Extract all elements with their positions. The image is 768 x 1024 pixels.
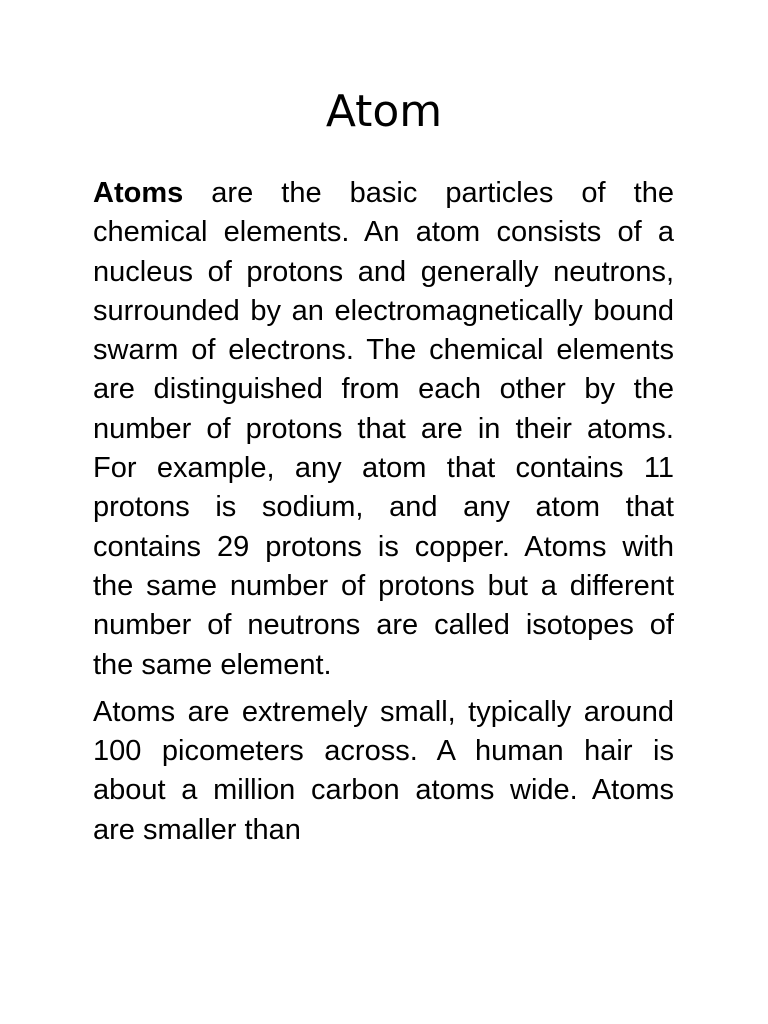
article-body (93, 174, 674, 850)
paragraph-1-text: are the basic particles of the chemical elements. An atom consists of a nucleus of protons and generally neutrons, surrounded by an electromagnetically bound swarm of electrons. The chemical elements are distinguished from each other by the number of protons that are in their atoms. For example, any atom that contains 11 protons is sodium, and any atom that contains 29 protons is copper. Atoms with the same number of protons but a different number of neutrons are called isotopes of the same element. (93, 177, 674, 681)
page-title: Atom (325, 86, 443, 137)
paragraph-2-text: Atoms are extremely small, typically around 100 picometers across. A human hair is about a million carbon atoms wide. Atoms are smaller than (93, 695, 674, 846)
paragraph-1-lead: Atoms (93, 177, 184, 209)
paragraph-2 (93, 693, 674, 850)
paragraph-1 (93, 174, 674, 685)
